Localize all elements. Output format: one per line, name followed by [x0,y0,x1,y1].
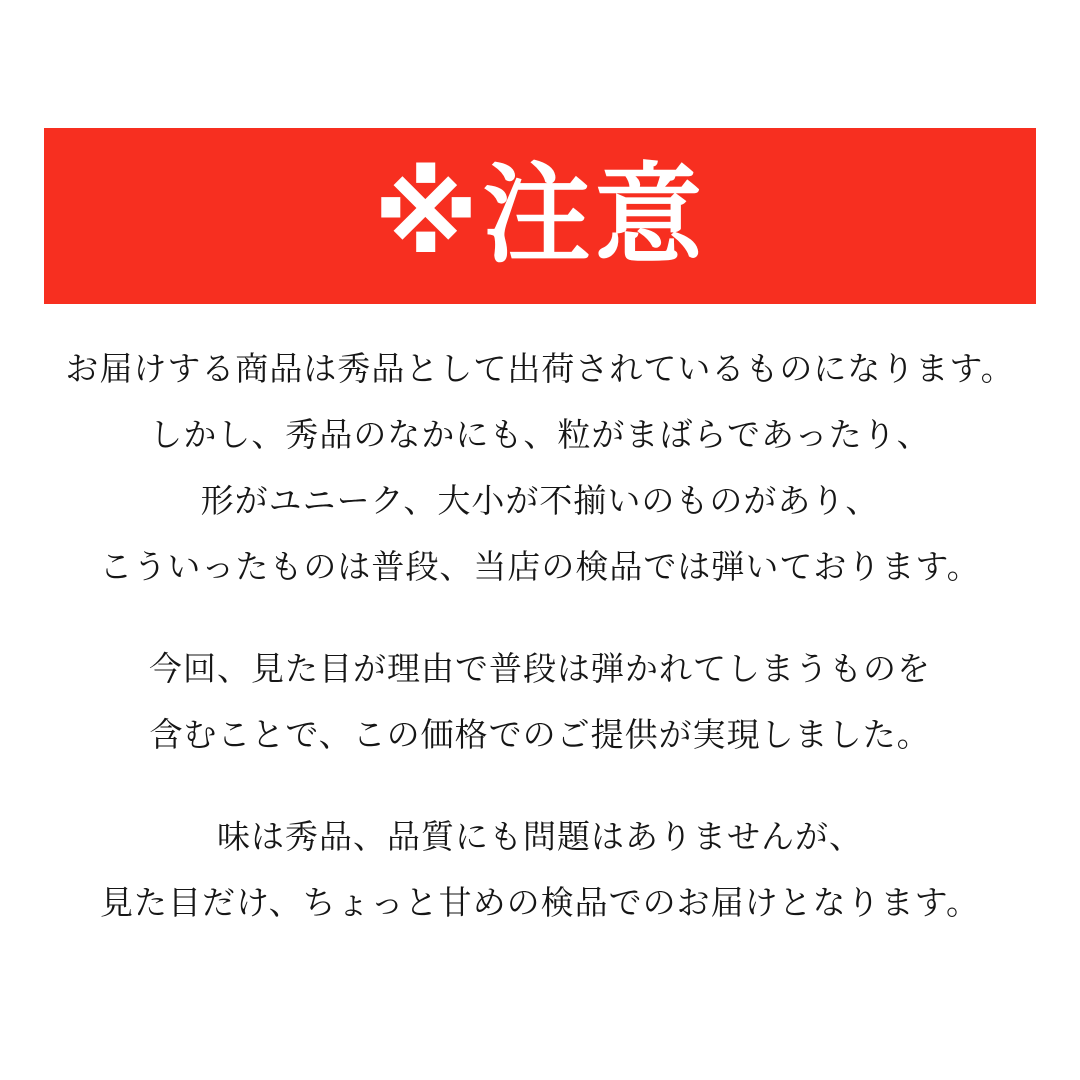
paragraph-2-line-1: 今回、見た目が理由で普段は弾かれてしまうものを [149,649,931,688]
paragraph-1-line-3: 形がユニーク、大小が不揃いのものがあり、 [200,481,880,520]
paragraph-3-line-2: 見た目だけ、ちょっと甘めの検品でのお届けとなります。 [99,883,981,922]
paragraph-1-line-4: こういったものは普段、当店の検品では弾いております。 [99,547,981,586]
notice-banner-label: ※注意 [373,153,707,278]
paragraph-2 [0,636,1080,768]
paragraph-1-line-1: お届けする商品は秀品として出荷されているものになります。 [65,349,1015,388]
paragraph-3-line-1: 味は秀品、品質にも問題はありませんが、 [217,817,863,856]
paragraph-1 [0,336,1080,600]
notice-banner [44,128,1036,304]
paragraph-3 [0,804,1080,936]
notice-body [0,336,1080,936]
paragraph-2-line-2: 含むことで、この価格でのご提供が実現しました。 [149,715,931,754]
paragraph-1-line-2: しかし、秀品のなかにも、粒がまばらであったり、 [149,415,931,454]
